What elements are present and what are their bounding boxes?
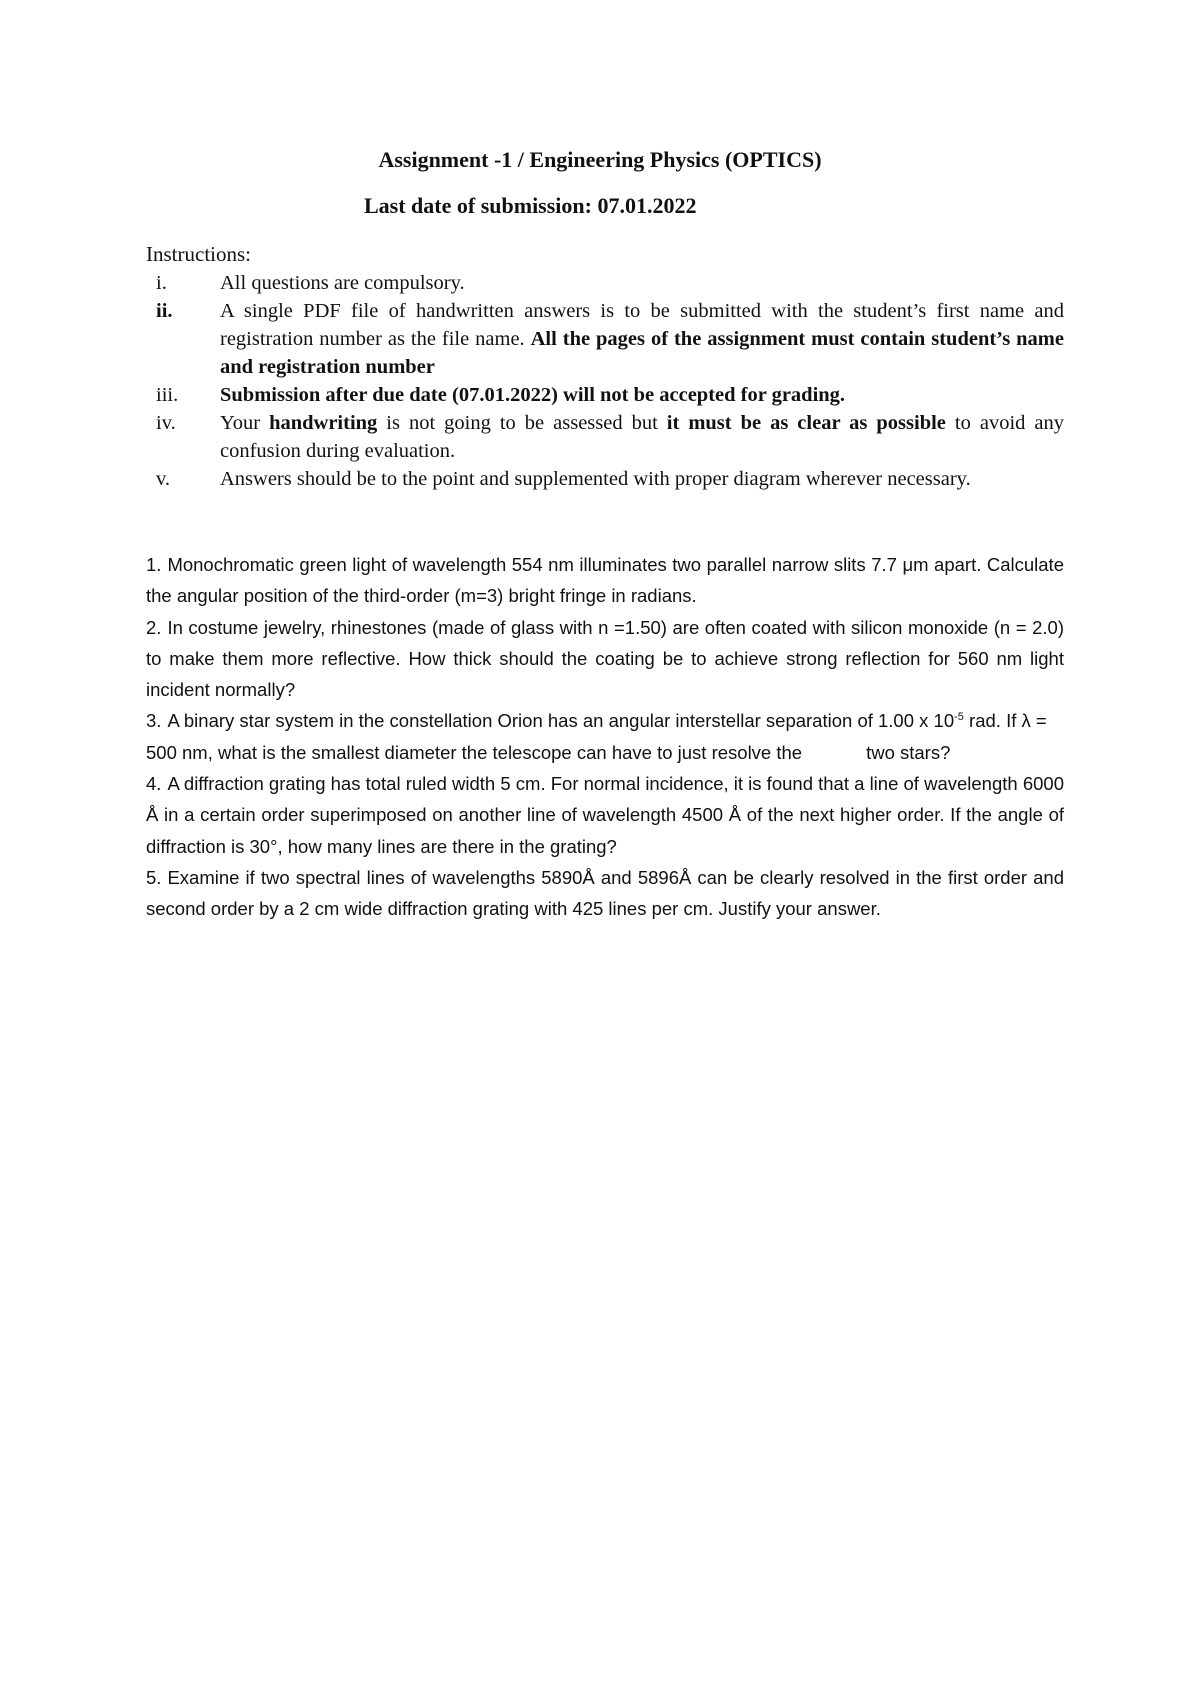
instruction-text: A single PDF file of handwritten answers is to be submitted with the student’s first name and registration number as the file name.	[220, 300, 1064, 350]
instruction-text-bold: handwriting	[269, 412, 378, 434]
instruction-text-bold: Submission after due date (07.01.2022) will not be accepted for grading.	[220, 384, 846, 406]
instructions-heading: Instructions:	[146, 242, 251, 266]
question-item	[146, 862, 1064, 925]
question-text: rad. If λ = 500 nm, what is the smallest diameter the telescope can have to just resolve the	[146, 710, 1047, 763]
instruction-text: is not going to be assessed but	[377, 412, 667, 434]
question-item	[146, 612, 1064, 706]
question-number: 4.	[146, 773, 162, 795]
instructions-list	[146, 269, 1064, 493]
submission-deadline: Last date of submission: 07.01.2022	[364, 193, 697, 218]
instruction-text: All questions are compulsory.	[220, 272, 465, 294]
instruction-text: Answers should be to the point and supplemented with proper diagram wherever necessary.	[220, 468, 971, 490]
instruction-numeral: i.	[156, 272, 167, 294]
questions-section	[146, 549, 1064, 925]
instruction-text: to avoid any confusion during evaluation.	[220, 412, 1064, 462]
question-item	[146, 705, 1064, 768]
question-text: A diffraction grating has total ruled width 5 cm. For normal incidence, it is found that a line of wavelength 6000 Å in a certain order superimposed on another line of wavelength 4500 Å of the next higher order. If the angle of diffraction is 30°, how many lines are there in the grating?	[146, 773, 1064, 857]
question-text: two stars?	[866, 741, 951, 763]
instruction-numeral: iv.	[156, 412, 176, 434]
question-text: Examine if two spectral lines of wavelengths 5890Å and 5896Å can be clearly resolved in the first order and second order by a 2 cm wide diffraction grating with 425 lines per cm. Justify your answer.	[146, 866, 1064, 920]
instruction-text-bold: All the pages of the assignment must contain student’s name and registration number	[220, 328, 1064, 378]
question-text: In costume jewelry, rhinestones (made of glass with n =1.50) are often coated with silicon monoxide (n = 2.0) to make them more reflective. How thick should the coating be to achieve strong reflection for 560 nm light incident normally?	[146, 616, 1064, 701]
page-title: Assignment -1 / Engineering Physics (OPTICS)	[378, 147, 822, 172]
instruction-item	[146, 465, 1064, 493]
instruction-text-bold: it must be as clear as possible	[666, 412, 946, 434]
question-text: Monochromatic green light of wavelength 554 nm illuminates two parallel narrow slits 7.7 μm apart. Calculate the angular position of the third-order (m=3) bright fringe in radians.	[146, 554, 1064, 607]
question-item	[146, 549, 1064, 612]
instruction-numeral: v.	[156, 468, 171, 490]
exponent: -5	[954, 711, 964, 724]
question-number: 1.	[146, 554, 162, 575]
instruction-numeral: iii.	[156, 384, 179, 406]
instruction-numeral: ii.	[156, 300, 173, 322]
instruction-item	[146, 269, 1064, 297]
question-number: 2.	[146, 616, 162, 638]
question-item	[146, 768, 1064, 862]
question-number: 5.	[146, 866, 162, 888]
question-number: 3.	[146, 710, 162, 732]
question-text: A binary star system in the constellation Orion has an angular interstellar separation of 1.00 x 10	[167, 710, 955, 732]
instruction-item	[146, 409, 1064, 465]
instruction-text: Your	[220, 412, 270, 434]
instruction-item	[146, 381, 1064, 409]
instruction-item	[146, 297, 1064, 381]
